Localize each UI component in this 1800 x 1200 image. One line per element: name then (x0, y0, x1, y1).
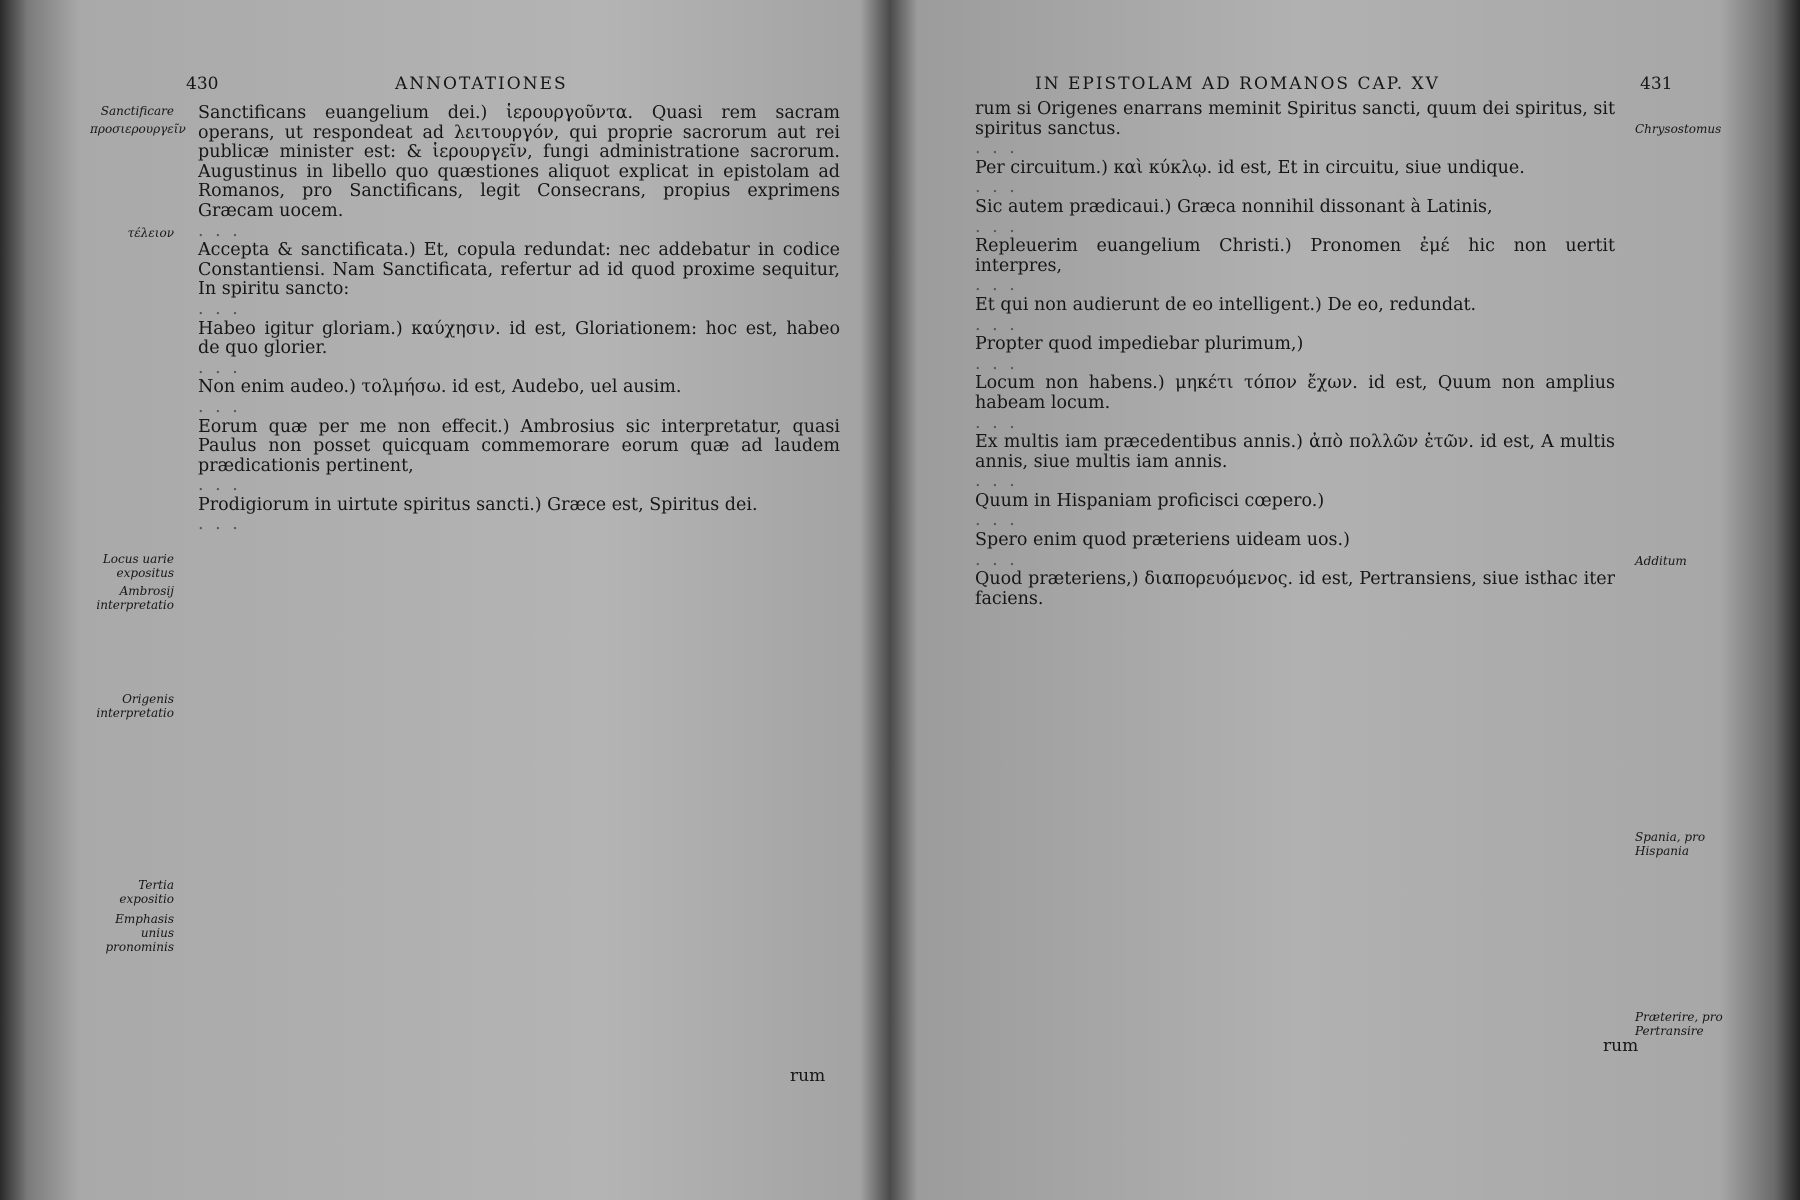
paragraph: rum si Origenes enarrans meminit Spiritus sancti, quum dei spiritus, sit spiritus sanctus. (975, 99, 1615, 139)
paragraph: Sic autem prædicaui.) Græca nonnihil dissonant à Latinis, (975, 196, 1493, 217)
margin-note: Chrysostomus (1635, 122, 1722, 136)
right-page-number: 431 (1640, 74, 1673, 94)
paragraph: Repleuerim euangelium Christi.) Pronomen ἐμέ hic non uertit interpres, (975, 236, 1615, 276)
paragraph: Spero enim quod præteriens uideam uos.) (975, 530, 1350, 551)
margin-note: Spania, pro Hispania (1635, 830, 1706, 858)
margin-note: Emphasis unius pronominis (105, 912, 174, 954)
paragraph: Habeo igitur gloriam.) καύχησιν. id est, Gloriationem: hoc est, habeo de quo glorier. (198, 318, 840, 359)
left-page (0, 0, 895, 1200)
paragraph: Ex multis iam præcedentibus annis.) ἀπὸ πολλῶν ἐτῶν. id est, A multis annis, siue multis iam annis. (975, 432, 1615, 472)
right-running-head: IN EPISTOLAM AD ROMANOS CAP. XV (1035, 74, 1440, 94)
paragraph: Quod præteriens,) διαπορευόμενος. id est, Pertransiens, siue isthac iter faciens. (975, 569, 1615, 609)
paragraph: Per circuitum.) καὶ κύκλῳ. id est, Et in circuitu, siue undique. (975, 157, 1525, 178)
catchword: rum (1603, 1036, 1639, 1056)
paragraph: Propter quod impediebar plurimum,) (975, 334, 1304, 355)
right-page (895, 0, 1800, 1200)
paragraph: Eorum quæ per me non effecit.) Ambrosius sic interpretatur, quasi Paulus non posset quicquam commemorare eorum quæ ad laudem prædicationis pertinent, (198, 416, 840, 476)
paragraph: Accepta & sanctificata.) Et, copula redundat: nec addebatur in codice Constantiensi. Nam Sanctificata, refertur ad id quod proxime sequitur, In spiritu sancto: (198, 240, 840, 300)
paragraph: Prodigiorum in uirtute spiritus sancti.) Græce est, Spiritus dei. (198, 494, 758, 515)
paragraph: Locum non habens.) μηκέτι τόπον ἔχων. id est, Quum non amplius habeam locum. (975, 373, 1615, 413)
paragraph: Non enim audeo.) τολμήσω. id est, Audebo, uel ausim. (198, 377, 682, 398)
margin-note: Origenis interpretatio (96, 692, 174, 720)
margin-note: Sanctificare (100, 104, 174, 118)
right-text-block: rum si Origenes enarrans meminit Spiritus sancti, quum dei spiritus, sit spiritus sanctus. . . . Per circuitum.) καὶ κύκλῳ. id est, Et in circuitu, siue undique. . . . Sic autem prædicaui.) Græca nonnihil dissonant à Latinis, . . . Repleuerim euangelium Christi.) Pronomen ἐμέ hic non uertit interpres, . . . Et qui non audierunt de eo intelligent.) De eo, redundat. . . . Propter quod impediebar plurimum,) . . . Locum non habens.) μηκέτι τόπον ἔχων. id est, Quum non amplius habeam locum. . . . Ex multis iam præcedentibus annis.) ἀπὸ πολλῶν ἐτῶν. id est, A multis annis, siue multis iam annis. . . . Quum in Hispaniam proficisci cœpero.) . . . Spero enim quod præteriens uideam uos.) . . . Quod præteriens,) διαπορευόμενος. id est, Pertransiens, siue isthac iter faciens. (975, 99, 1615, 609)
left-running-head: ANNOTATIONES (395, 74, 568, 94)
margin-note: τέλειον (127, 226, 174, 240)
margin-note: Additum (1635, 554, 1687, 568)
margin-note: Præterire, pro Pertransire (1635, 1010, 1723, 1038)
paragraph: Et qui non audierunt de eo intelligent.) De eo, redundat. (975, 294, 1477, 315)
margin-note: Locus uarie expositus (102, 552, 174, 580)
catchword: rum (790, 1066, 826, 1086)
left-page-number: 430 (186, 74, 219, 94)
left-text-block: Sanctificans euangelium dei.) ἱερουργοῦντα. Quasi rem sacram operans, ut respondeat ad λειτουργόν, qui proprie sacrorum aut rei publicæ minister est: & ἱερουργεῖν, fungi administratione sacrorum. Augustinus in libello quo quæstiones aliquot explicat in epistolam ad Romanos, pro Sanctificans, legit Consecrans, propius exprimens Græcam uocem. . . . Accepta & sanctificata.) Et, copula redundat: nec addebatur in codice Constantiensi. Nam Sanctificata, refertur ad id quod proxime sequitur, In spiritu sancto: . . . Habeo igitur gloriam.) καύχησιν. id est, Gloriationem: hoc est, habeo de quo glorier. . . . Non enim audeo.) τολμήσω. id est, Audebo, uel ausim. . . . Eorum quæ per me non effecit.) Ambrosius sic interpretatur, quasi Paulus non posset quicquam commemorare eorum quæ ad laudem prædicationis pertinent, . . . Prodigiorum in uirtute spiritus sancti.) Græce est, Spiritus dei. . . . (198, 103, 840, 535)
margin-note: Ambrosij interpretatio (96, 584, 174, 612)
paragraph: Quum in Hispaniam proficisci cœpero.) (975, 490, 1325, 511)
paragraph: Sanctificans euangelium dei.) ἱερουργοῦντα. Quasi rem sacram operans, ut respondeat ad λειτουργόν, qui proprie sacrorum aut rei publicæ minister est: & ἱερουργεῖν, fungi administratione sacrorum. Augustinus in libello quo quæstiones aliquot explicat in epistolam ad Romanos, pro Sanctificans, legit Consecrans, propius exprimens Græcam uocem. (198, 103, 840, 221)
margin-note: Tertia expositio (119, 878, 174, 906)
margin-note: προσιερουργεῖν (90, 122, 186, 136)
